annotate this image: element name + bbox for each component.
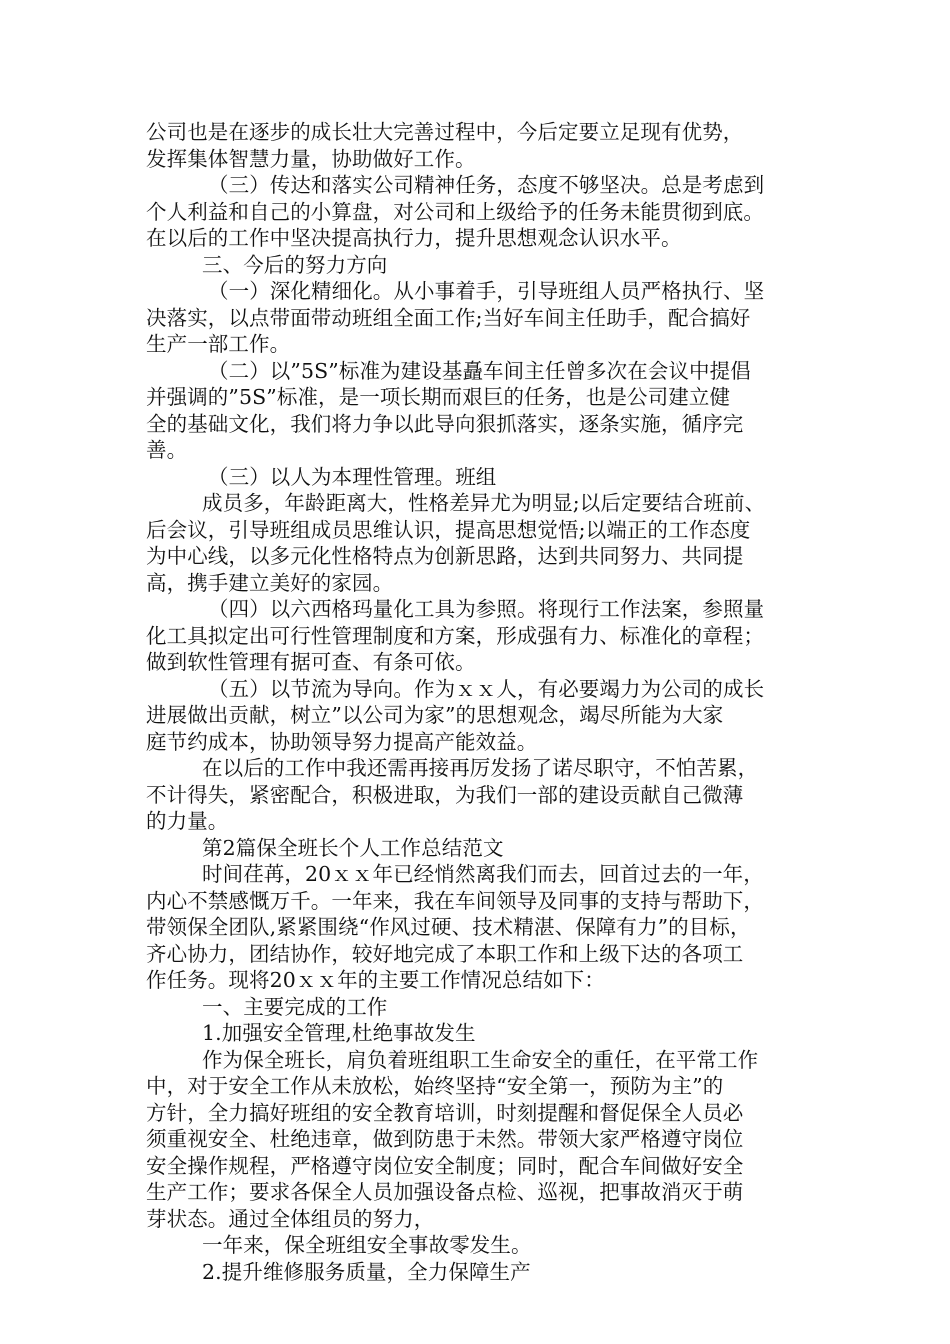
text-line: 进展做出贡献，树立”以公司为家”的思想观念，竭尽所能为大家: [146, 703, 724, 727]
text-line: 一、主要完成的工作: [202, 994, 388, 1019]
text-line: 公司也是在逐步的成长壮大完善过程中，今后定要立足现有优势，: [146, 120, 744, 144]
text-line: 生产工作；要求各保全人员加强设备点检、巡视，把事故消灭于萌: [146, 1180, 744, 1204]
text-line: 1.加强安全管理,杜绝事故发生: [202, 1021, 476, 1045]
text-line: 芽状态。通过全体组员的努力，: [146, 1206, 435, 1231]
text-line: 成员多，年龄距离大，性格差异尤为明显;以后定要结合班前、: [202, 491, 766, 515]
text-line: 在以后的工作中坚决提高执行力，提升思想观念认识水平。: [146, 226, 682, 250]
text-line: （三）以人为本理性管理。班组: [208, 464, 497, 489]
text-line: 时间荏苒，20ｘｘ年已经悄然离我们而去，回首过去的一年，: [202, 862, 764, 886]
text-line: 并强调的”5S”标准，是一项长期而艰巨的任务，也是公司建立健: [146, 385, 731, 409]
text-line: 在以后的工作中我还需再接再厉发扬了诺尽职守，不怕苦累，: [202, 756, 759, 780]
text-line: 的力量。: [146, 809, 229, 833]
text-line: （五）以节流为导向。作为ｘｘ人，有必要竭力为公司的成长: [208, 676, 765, 701]
text-line: 中，对于安全工作从未放松，始终坚持“安全第一，预防为主”的: [146, 1074, 724, 1098]
text-line: 个人利益和自己的小算盘，对公司和上级给予的任务未能贯彻到底。: [146, 199, 764, 224]
text-line: （三）传达和落实公司精神任务，态度不够坚决。总是考虑到: [208, 173, 765, 197]
text-line: 不计得失，紧密配合，积极进取，为我们一部的建设贡献自己微薄: [146, 782, 744, 807]
text-line: 带领保全团队,紧紧围绕“作风过硬、技术精湛、保障有力”的目标，: [146, 915, 751, 939]
text-line: 生产一部工作。: [146, 332, 291, 356]
text-line: 一年来，保全班组安全事故零发生。: [202, 1233, 532, 1257]
text-line: 第2篇保全班长个人工作总结范文: [202, 835, 504, 860]
text-line: 化工具拟定出可行性管理制度和方案，形成强有力、标准化的章程；: [146, 623, 764, 648]
text-line: 作为保全班长，肩负着班组职工生命安全的重任，在平常工作: [202, 1047, 759, 1072]
text-line: （一）深化精细化。从小事着手，引导班组人员严格执行、坚: [208, 279, 765, 303]
text-line: 须重视安全、杜绝违章，做到防患于未然。带领大家严格遵守岗位: [146, 1127, 744, 1151]
text-line: 方针，全力搞好班组的安全教育培训，时刻提醒和督促保全人员必: [146, 1100, 744, 1125]
text-line: （四）以六西格玛量化工具为参照。将现行工作法案，参照量: [208, 597, 765, 621]
text-line: 高，携手建立美好的家园。: [146, 570, 394, 595]
text-line: 庭节约成本，协助领导努力提高产能效益。: [146, 729, 538, 754]
text-line: 为中心线，以多元化性格特点为创新思路，达到共同努力、共同提: [146, 544, 744, 568]
text-line: 发挥集体智慧力量，协助做好工作。: [146, 146, 476, 171]
document-body: [146, 119, 810, 1285]
text-line: 做到软性管理有据可查、有条可依。: [146, 650, 476, 674]
text-line: 三、今后的努力方向: [202, 252, 388, 277]
text-line: 全的基础文化，我们将力争以此导向狠抓落实，逐条实施，循序完: [146, 411, 744, 436]
text-line: 善。: [146, 438, 188, 462]
text-line: 作任务。现将20ｘｘ年的主要工作情况总结如下：: [146, 968, 605, 992]
text-line: 安全操作规程，严格遵守岗位安全制度；同时，配合车间做好安全: [146, 1153, 744, 1178]
text-line: （二）以”5S”标准为建设基矗车间主任曾多次在会议中提倡: [208, 358, 751, 383]
text-line: 齐心协力，团结协作，较好地完成了本职工作和上级下达的各项工: [146, 941, 744, 966]
text-line: 后会议，引导班组成员思维认识，提高思想觉悟;以端正的工作态度: [146, 517, 751, 542]
text-line: 2.提升维修服务质量，全力保障生产: [202, 1259, 531, 1284]
text-line: 内心不禁感慨万千。一年来，我在车间领导及同事的支持与帮助下，: [146, 888, 764, 913]
text-line: 决落实，以点带面带动班组全面工作;当好车间主任助手，配合搞好: [146, 305, 751, 330]
